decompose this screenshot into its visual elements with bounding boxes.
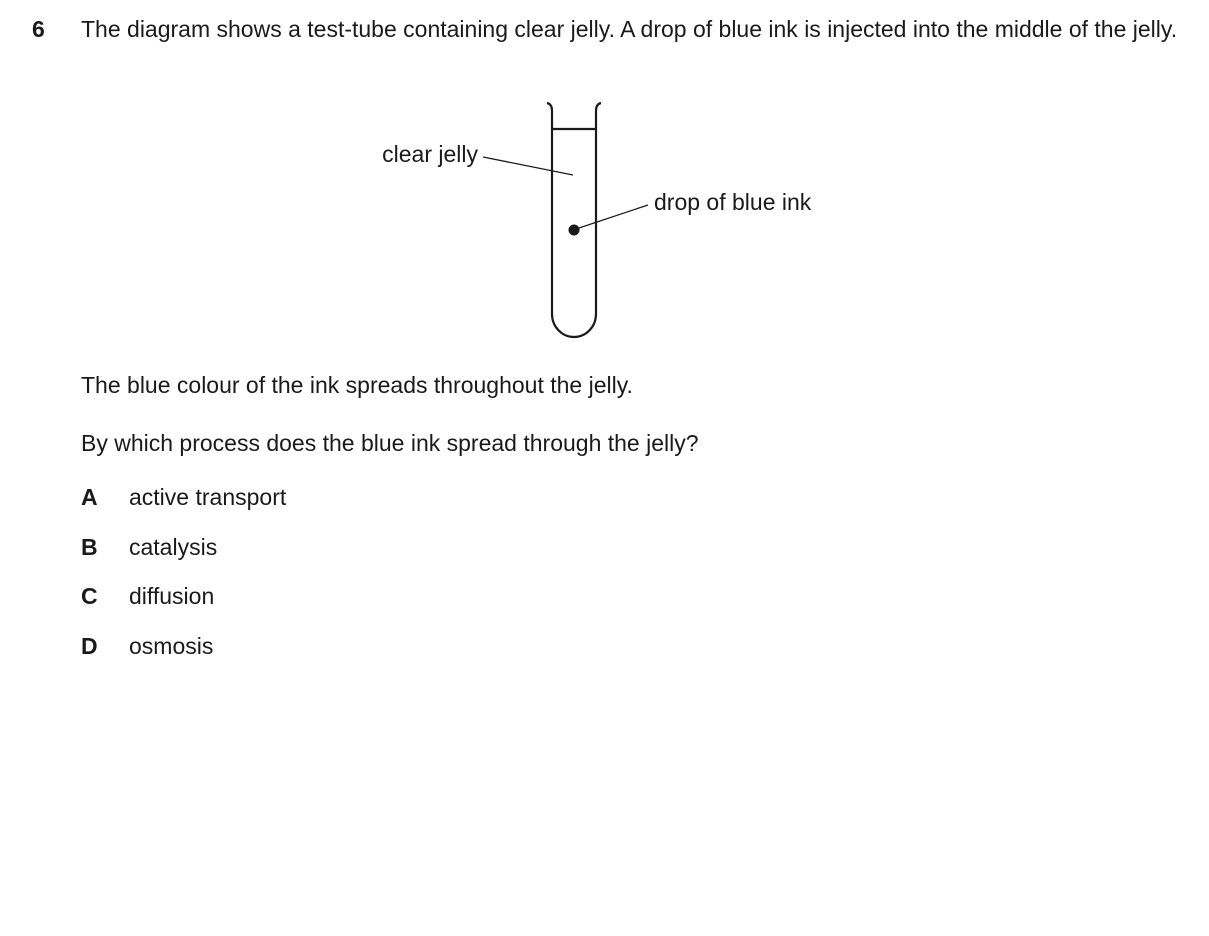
question-number: 6 (32, 16, 45, 42)
answer-options (81, 483, 286, 682)
option-text: diffusion (129, 583, 215, 610)
ink-leader-line (576, 205, 648, 229)
question-stem: The diagram shows a test-tube containing clear jelly. A drop of blue ink is injected into the middle of the jelly. (81, 16, 1178, 42)
option-c[interactable] (81, 582, 286, 632)
jelly-leader-line (483, 157, 573, 175)
option-d[interactable] (81, 632, 286, 682)
test-tube-outline (547, 103, 601, 337)
test-tube (547, 103, 601, 337)
option-letter: D (81, 633, 98, 660)
question-prompt: By which process does the blue ink spread through the jelly? (81, 430, 699, 456)
option-letter: B (81, 533, 98, 560)
option-letter: C (81, 583, 98, 610)
option-text: catalysis (129, 533, 218, 560)
ink-drop (569, 225, 580, 236)
option-text: osmosis (129, 633, 214, 660)
option-b[interactable] (81, 533, 286, 583)
option-letter: A (81, 484, 98, 510)
ink-drop-label: drop of blue ink (654, 189, 812, 215)
clear-jelly-label: clear jelly (382, 141, 478, 167)
statement-text: The blue colour of the ink spreads throughout the jelly. (81, 372, 633, 398)
option-text: active transport (129, 484, 287, 510)
option-a[interactable] (81, 483, 286, 533)
